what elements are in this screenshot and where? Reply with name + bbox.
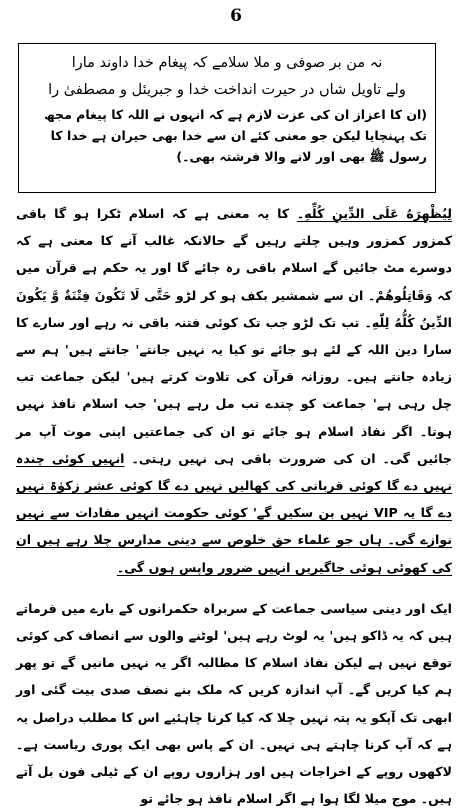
- verse-line-2: ولے تاویل شاں در حیرت انداخت خدا و جبریئل و مصطفیٰ را: [48, 82, 406, 98]
- persian-quote-box: [18, 43, 436, 193]
- paragraph-1: [16, 200, 452, 581]
- verse-translation: (ان کا اعزاز ان کی عزت لازم ہے کہ انہوں نے اللہ کا پیغام مجھ تک پہنچایا لیکن جو معنی کئے ان سے خدا بھی حیران ہے خدا کا رسول ﷺ بھی اور لانے والا فرشتہ بھی۔): [44, 107, 427, 164]
- underlined-passage: انہیں کوئی چندہ نہیں دے گا کوئی قربانی کی کھالیں نہیں دے گا کوئی عشر زکوٰۃ نہیں دے گا یہ VIP نہیں بن سکیں گے' کوئی حکومت انہیں مفادات سے نہیں نوازے گی۔ ہاں جو علماء حق خلوص سے دینی مدارس چلا رہے ہیں ان کی کھوئی ہوئی جاگیریں انہیں ضرور واپس ہوں گی۔: [16, 450, 453, 575]
- body-text: [16, 200, 452, 812]
- paragraph-2: ایک اور دینی سیاسی جماعت کے سربراہ حکمرانوں کے بارے میں فرماتے ہیں کہ یہ ڈاکو ہیں' یہ لوٹ رہے ہیں' لوٹنے والوں سے انصاف کی کوئی توقع نہیں ہے لیکن نفاذ اسلام کا مطالبہ اگر یہ نہیں مانیں گے تو پھر ہم کیا کریں گے۔ آپ اندازہ کریں کہ ملک بنے نصف صدی بیت گئی اور ابھی تک آپکو یہ پتہ نہیں چلا کہ کیا کرنا چاہئیے اس کا مطلب دراصل یہ ہے کہ آپ کرنا چاہتے ہی نہیں۔ ان کے پاس بھی ایک پوری ریاست ہے۔ لاکھوں روپے کے اخراجات ہیں اور ہزاروں روپے ان کے ٹیلی فون بل آتے ہیں۔ موج میلا لگا ہوا ہے اگر اسلام نافذ ہو جائے تو: [16, 600, 452, 807]
- verse-line-1: نہ من بر صوفی و ملا سلامے کہ پیغام خدا داوند مارا: [71, 55, 383, 71]
- page-number: 6: [230, 6, 242, 26]
- quranic-phrase: لِیُظْهِرَهُ عَلَى الدِّینِ كُلِّهِ۔: [296, 206, 452, 221]
- paragraph-1-text: کا یہ معنی ہے کہ اسلام ٹکرا ہو گا باقی کمزور کمزور وہیں چلتے رہیں گے حالانکہ غالب آنے کا معنی ہے کہ دوسرے مٹ جائیں گے اسلام باقی رہ جائے گا اور یہ حکم ہے قرآن میں کہ وَقَاتِلُوهُمْ۔ ان سے شمشیر بکف ہو کر لڑو حَتَّى لَا تَكُونَ فِتْنَةٌ وَّ يَكُونَ الدِّينُ كُلُّهُ لِلّٰهِ۔ تب تک لڑو جب تک کوئی فتنہ باقی نہ رہے اور سارے کا سارا دین اللہ کے لئے ہو جائے تو کیا یہ نہیں جانتے' جانتے ہیں' ہم سے زیادہ جانتے ہیں۔ روزانہ قرآن کی تلاوت کرتے ہیں' لیکن جماعت تب چل رہی ہے' جماعت کو چندے تب مل رہے ہیں' جب اسلام نافذ نہیں ہوتا۔ اگر نفاذ اسلام ہو جائے تو ان کی جماعتیں اپنی موت آپ مر جائیں گی۔ ان کی ضرورت باقی ہی نہیں رہتی۔: [16, 206, 452, 466]
